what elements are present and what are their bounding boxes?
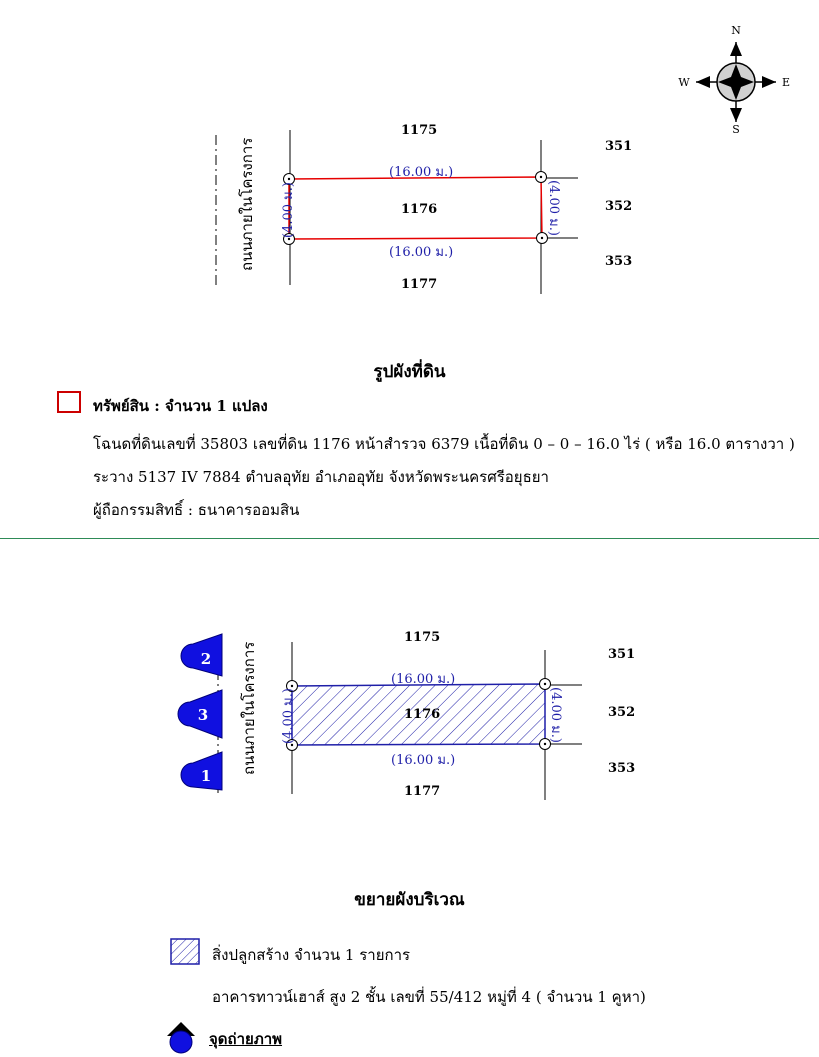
land-legend-swatch [57, 391, 81, 413]
parcel-south-bottom: 1177 [404, 784, 441, 799]
compass-north: N [731, 24, 741, 37]
parcel-center-bottom: 1176 [404, 707, 441, 722]
parcel-east-2-top: 352 [605, 199, 633, 214]
parcel-east-2-bottom: 352 [608, 705, 636, 720]
photo-legend-label: จุดถ่ายภาพ [209, 1030, 283, 1048]
asset-line-2: ระวาง 5137 IV 7884 ตำบลอุทัย อำเภออุทัย จังหวัดพระนครศรีอยุธยา [93, 468, 549, 486]
dim-bottom-bottom: (16.00 ม.) [391, 753, 456, 768]
asset-line-1: โฉนดที่ดินเลขที่ 35803 เลขที่ดิน 1176 หน้าสำรวจ 6379 เนื้อที่ดิน 0 – 0 – 16.0 ไร่ ( หรือ 16.0 ตารางวา ) [93, 435, 795, 453]
dim-right-bottom: (4.00 ม.) [548, 687, 563, 743]
photo-legend-icon [164, 1020, 198, 1056]
compass-west: W [678, 76, 690, 89]
dim-bottom-top: (16.00 ม.) [389, 245, 454, 260]
photo-point-2: 2 [200, 650, 212, 668]
dim-left-bottom: (4.00 ม.) [281, 688, 296, 744]
asset-header: ทรัพย์สิน : จำนวน 1 แปลง [93, 397, 268, 415]
photo-point-3: 3 [197, 706, 209, 724]
section-divider [0, 538, 819, 539]
compass-east: E [781, 76, 791, 89]
parcel-south-top: 1177 [401, 277, 438, 292]
road-label-bottom: ถนนภายในโครงการ [240, 641, 258, 775]
parcel-north-top: 1175 [401, 123, 438, 138]
parcel-center-top: 1176 [401, 202, 438, 217]
caption-site-plan: รูปผังที่ดิน [373, 362, 446, 382]
building-line-1: อาคารทาวน์เฮาส์ สูง 2 ชั้น เลขที่ 55/412 หมู่ที่ 4 ( จำนวน 1 คูหา) [212, 988, 646, 1006]
dim-top-top: (16.00 ม.) [389, 165, 454, 180]
compass-south: S [732, 123, 740, 136]
parcel-east-3-bottom: 353 [608, 761, 636, 776]
road-label-top: ถนนภายในโครงการ [238, 137, 256, 271]
photo-point-1: 1 [200, 767, 212, 785]
caption-expanded-plan: ขยายผังบริเวณ [354, 890, 465, 910]
building-header: สิ่งปลูกสร้าง จำนวน 1 รายการ [212, 946, 411, 964]
parcel-east-1-bottom: 351 [608, 647, 636, 662]
dim-top-bottom: (16.00 ม.) [391, 672, 456, 687]
dim-left-top: (4.00 ม.) [281, 182, 296, 238]
parcel-east-3-top: 353 [605, 254, 633, 269]
asset-line-3: ผู้ถือกรรมสิทธิ์ : ธนาคารออมสิน [93, 501, 300, 519]
parcel-east-1-top: 351 [605, 139, 633, 154]
building-legend-swatch [170, 938, 200, 965]
parcel-north-bottom: 1175 [404, 630, 441, 645]
dim-right-top: (4.00 ม.) [546, 180, 561, 236]
